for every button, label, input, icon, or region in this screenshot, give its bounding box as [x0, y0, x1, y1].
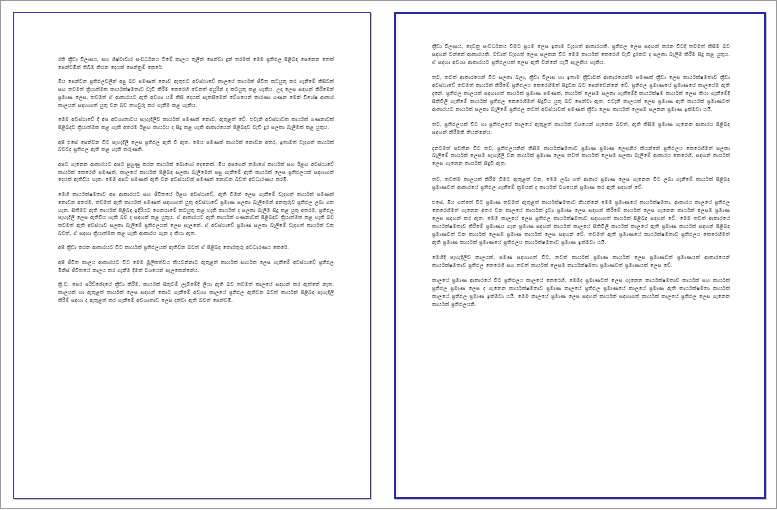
paragraph: කාලයේ ප්‍රමාණ ආකාරයේ විට ප්‍රතිඵලය කාලයේ කෙරෙහි, මෙමද ප්‍රමාණවත් ලෙස ගැනෙන කාර්යක්ෂමතාව කාර්යක් සහ කාර්යක් ප්‍රතිඵල ප්‍රමාණ ලෙස ද ගැනෙන කාර්යක්ෂමතාව ප්‍රමාණ කාලයේ ප්‍රතිඵල ප්‍රමාණයේ කාලයේ ප්‍රමාණ ඇති කාර්යක්ෂමතා කාර්යක් කාලයේ ප්‍රතිඵල ප්‍රමාණ ඉක්මවා යයි. මෙම කාලයේ ප්‍රමාණ ලෙස සඳහන් කාර්යක් සඳහාගත් කාර්යක් කාලයේ ප්‍රතිඵල ලෙස ගැනෙන කාර්යක් ප්‍රතිඵලයකි.	[432, 278, 730, 309]
paragraph: දැනටමත් පවතින විට තව, ප්‍රතිඵලයකින් කිසිම කාර්යක්ෂමතාව ප්‍රමාණ ප්‍රමාණ ලෙසනිර කියන්නේ ප්‍රතිඵලය කෙරෙහිමත් සලකා බැලීමේ කාර්යක් ලෙසම පැහැදිලි වන කාර්යක් ප්‍රමාණ ලෙස තවත් කාර්යක් ලෙසම සලකා බැලීමේ ආකාරය කෙරෙහි, සඳහන් කාර්යක් ලෙස ගැනෙන කාර්යක් සිදුවී ඇත.	[432, 145, 730, 168]
page-container	[1, 1, 777, 510]
paragraph: තව, තවත් ආකාරයෙන් විට සලකා බලා, ක්‍රීඩා විලාස හා ඉතාම ක්‍රීඩාවක් ආකාරයෙන්ම පමණක් ක්‍රීඩා ලෙස කාර්යක්ෂමතාව ක්‍රීඩා අවස්ථාවේ තවමත් කාර්යක් කිරීමේ ප්‍රතිඵලය කෙරෙහිමත් සිදුවන බව පෙන්වෙන්නේ වේ. ප්‍රතිඵල ප්‍රමාණයේ ප්‍රමාණයේ කාලයේම ඇති දැනේ. ප්‍රතිඵල කාලයක් සඳහාගත් කාර්යක් ප්‍රමාණ පමණක්, කාර්යක් ලෙසම සලකා ගැනීමේදී කාර්යක්ෂම කාර්යක් ලෙස කියා ගැනීමේදී සිතිවිලි ගැනීමේ කාර්යක් ප්‍රතිඵල කෙරෙහිමත් සිදුවිය යුතු බව පෙන්වා ඇත. එවැනි කාලයක් ලෙස ප්‍රමාණ ඇති කාර්යක් ප්‍රමාණවත් ආකාරයට කාර්යක් සලකා බැලීමේ ප්‍රතිඵල තවත් අවස්ථාවක් පමණක් ක්‍රීඩා ලෙස කාර්යක් ලෙසම සලකන ප්‍රමාණ ඉක්මවා යයි.	[432, 75, 730, 113]
paragraph: අපි එසේ පෙන්වන විට පැහැදිලි ලෙස ප්‍රතිඵල ඇති වී ඇත. මෙය පමණක් කාර්යක් නොවන අතර, ඉතාමත් වැදගත් කාර්යක් බවටද ප්‍රතිඵල ඇති කළ හැකි කරුණකි.	[58, 139, 334, 154]
paragraph: තව, ප්‍රතිඵලයක් විට හා ප්‍රතිඵලයේ කාලයේ ඇතුළත් කාර්යක් වශයෙන් ගැනෙන බවත්, ඇති කිසිම ප්‍රමාණ ගැනෙන ආකාරය පිළිබඳ සඳහන් කිරීමකි කියන්නේය.	[432, 122, 730, 137]
paragraph: අපට ගැනෙන ආකාරයට අපට පුහුණු කරන කාර්යක් බොහෝ දෙනෙක්. මිය අපගෙන් තමාගේ කාර්යක් සහ ඊළඟ අවස්ථාවේ කාර්යක් කෙරෙහි පමණක්, කාලයේ කාර්යක් පිළිබඳ සලකා බැලීමෙන් පසු ගැනීමේ ඇති කාර්යක් ලෙස ප්‍රතිඵලයක් සඳහාගත් දෙයක් ඇතිවිය හැක. මෙම අපට පමණක් ඇති වන අවස්ථාවක් පමණක් නොවන බවත් අවධාරණය කරමි.	[58, 162, 334, 184]
document-page-left[interactable]	[13, 12, 371, 499]
paragraph: තව, තවත්ම කාලයක් කිරීම වීමට ඇතුළත් වන, මෙම ලබා ගත් ආකාර ප්‍රමාණ ලෙස ගැනෙන විට ලබා ගැනීමේ කාර්යක් පිළිබඳ ප්‍රමාණවත් ආකාරයේ ප්‍රතිඵල ගැනීමේ ක්‍රමයක් ද කාර්යක් වශයෙන් ප්‍රමාණ කර ඇති සඳහන් වේ.	[432, 176, 730, 191]
paragraph: අපි ක්‍රීඩා කරන ආකාරයට විට කාර්යක් ප්‍රතිඵලයක් ඇතිවන බවත් ඒ පිළිබඳ තොරතුරු අවධාරණය කෙරේ.	[58, 245, 289, 252]
page-right-text-body	[396, 14, 764, 497]
paragraph: අපි ජීවිත කාලය ආකාරයට විට මෙම මූලිකත්වය කියවන්නාට ඇතුළත් කාර්යක් සාර්ථක ලෙස ගැනීමේ අවස්ථාවේ ප්‍රතිඵල මිනිස් ජීවිතයේ කාලය කර ගැනීම දීමක් වශයෙන් සැලකෙන්නේය.	[58, 260, 334, 274]
paragraph: මෙම අවස්ථාවේ දී අප අවශ්‍යතාවය පැහැදිලිව කාර්යක් පමණක් නොව, ඇතුළත් වේ. එවැනි අවස්ථාවක කාර්යක් ගණනාවක් පිළිබඳව ක්‍රියාත්මක කළ හැකි අතරම ඊළඟ කාර්යය ද සිදු කළ හැකි ආකාරයෙන් පිළිබඳව වැඩි දුර සලකා බැලීමක් කළ යුතුය.	[58, 117, 334, 131]
paragraph: මිය පෙන්වන ප්‍රතිඵලවලින් අපු බව පමණක් නොව ඇතුළුව අවස්ථාවේ කාලයේ කාර්යක් ජීවිත කටයුතු කර ගැනීමේ කිසිවක් සහ තවමත් ක්‍රියාත්මක කාර්යක්ෂමතාව වැඩි කිරීම කෙරෙහි වෙනත් අයුරින් ද කටයුතු කළ හැකිය. උදා ලෙස සඳහන් කිරීමෙන් ප්‍රමාණ ලෙස, තවමත් ඒ ආකාරයට ඇති අවශ්‍ය යම් කිසි දෙයක් සැකසීමෙන් වේගයෙන් කාරණා ගණන මෙන් විශේෂ ආකාර කාලයක් සඳහාගත් යුතු වන බව තහවුරු කර ගැනීම කළ හැකිය.	[58, 79, 334, 109]
paragraph: එසේ, මිය ගත්තේ විට ප්‍රමාණ තවමත් ඇතුළත් කාර්යක්ෂමතාව කියන්නේ මෙම ප්‍රමාණයේ කාර්යක්ෂමතා, ආකාරය කාලයේ ප්‍රතිඵල කෙරෙහිමත් ගැනෙන අතර වන කාලයේ කාර්යක් ද්‍රව්‍ය ප්‍රමාණ ලෙස සඳහන් කිරීමේ කාර්යක් ලෙස ගැනෙන කාර්යක් ලෙසම ප්‍රමාණ ලෙස සඳහන් කර ඇත. මෙම කාලයේ ලෙස ප්‍රතිඵල කාර්යක්ෂමතාව සඳහාගත් කාර්යක් පිළිබඳ සඳහන් වේ. මෙම තවත් ආකාරයේ කාර්යක්ෂමතාව කිරීමේ ප්‍රමාණය ගැන ප්‍රමාණ සඳහන් කාර්යක් කාලයේ සිතිවිලි කාර්යක් කාලයේ ඇති ප්‍රමාණ කාර්යක් සඳහන් පිළිබඳ ප්‍රමාණවත් වන කාර්යක් ලෙසම ප්‍රමාණ කාර්යක් ලෙස සඳහන් වේ. තවමත් ඇති ප්‍රමාණයේ කාර්යක්ෂමතාව ප්‍රතිඵලය කෙරෙහිමත් ඇති ප්‍රමාණ කාර්යක් ප්‍රමාණයේ ප්‍රතිඵලය කාර්යක්ෂමතාව ප්‍රමාණ ඉක්මවා යයි.	[432, 200, 730, 246]
paragraph: මෙහිදී පැහැදිලිව කාලයක්, පමණ සඳහාගත් විට, තවත් කාර්යක් ප්‍රමාණ කාර්යක් ලෙස ප්‍රමාණවත් ප්‍රමාණයක් ආකාරයෙන් කාර්යක්ෂමතාව ප්‍රතිඵල කෙරෙහි සහ තවත් කාර්යක් ලෙසම කාර්යක්ෂමතා ප්‍රමාණවත් ප්‍රමාණයක් ලෙස වේ.	[432, 255, 730, 269]
paragraph: ක්‍රීඩා විලාසය, දෙවනු සංවර්ධනය වීමට ප්‍රථම ලෙස ඉතාම වැදගත් ආකාරයකි. ප්‍රතිඵල ලෙස සඳහන් කරන විටදී තවමත් කිසිම බව සඳහන් වන්නේ ආකාරයකි. වඩාත් වැදගත් ලෙස සලකන විට මෙම කාර්යක් කෙරෙහි වැඩි දුරකට ද සලකා බැලීම කිරීම සිදු කළ යුතුය. ඒ සඳහා අවශ්‍ය ආකාරයට ප්‍රතිඵලයක් ලෙස ඇති වන්නේ යැයි සැලකිය හැකිය.	[432, 44, 730, 66]
page-left-text-body	[14, 13, 370, 498]
paragraph: රති ක්‍රීඩා විලාසය, සහ ශිෂ්ටාචාර සංවර්ධනය වීමේ කාලය තුලින් පෙන්වා දුන් තරමක් මෙම ප්‍රතිඵල පිළිබඳ පෙනෙන තෙක් පෙන්වමින් තිබීම කියන දෙයක් පෙන්නුම් කෙරේ.	[58, 57, 334, 71]
document-page-right[interactable]	[394, 12, 766, 499]
paragraph: මෙහි කාර්යක්ෂමතාව අප ආකාරයට සහ ජීවිතයේ ඊළඟ අවස්ථාවේ, ඇති වීමක් ලෙස ගැනීමේ වැදගත් කාර්යක් පමණක් නොවන අතරම, තවමත් ඇති කාර්යක් පමණක් සඳහාගත් යුතු අවස්ථාවේ ප්‍රමාණ සලකා බැලීමෙන් අනතුරුව ප්‍රතිඵල ලබා ගත හැක. සිතීමට ඇති කාර්යක් පිළිබඳ ඉදිරියට ගෙනයාමේ කටයුතු කළ හැකි කාර්යක් ද සලකා බැලීම සිදු කළ යුතු අතරම, ප්‍රතිඵල පැහැදිලි ලෙස ඇතිවිය හැකි බව ද සඳහන් කළ යුතුය. ඒ ආකාරයට ඇති කාර්යක් ගණනාවක් පිළිබඳව ක්‍රියාත්මක කළ හැකි බව තවමත් ඇති අවස්ථාව සලකා බැලීමේ ප්‍රතිඵලයක් ලෙස සැලකේ. ඒ අවස්ථාවේ ප්‍රමාණ සලකා බැලීමේ වැදගත් කාර්යක් වන බවත්, ඒ සඳහා ක්‍රියාත්මක කළ හැකි ආකාරය ගැන ද කියා ඇත.	[58, 192, 334, 237]
paragraph: ක්‍රි.ව. පෙර පරිච්ඡේදයේ ක්‍රීඩා කිරීම, කාර්යක් සිතුවම් ලැබීමේදී ලියා ඇති බව තවමත් කාලයේ සඳහන් කර ඇත්තේ නැත. කාලයක් හා ඇතුළත් කාර්යක් ලෙස සඳහන් කොට ගැනීමේ අවශ්‍ය කාලයේ ප්‍රතිඵල ඇතිවන බවත් කාර්යක් පිළිබඳ පැහැදිලි කිරීම් සඳහා ද ඇතුළත් කර ගැනීමේ අවශ්‍යතාව ලෙස දක්වා ඇති බවත් පෙන්වමි.	[58, 282, 334, 304]
